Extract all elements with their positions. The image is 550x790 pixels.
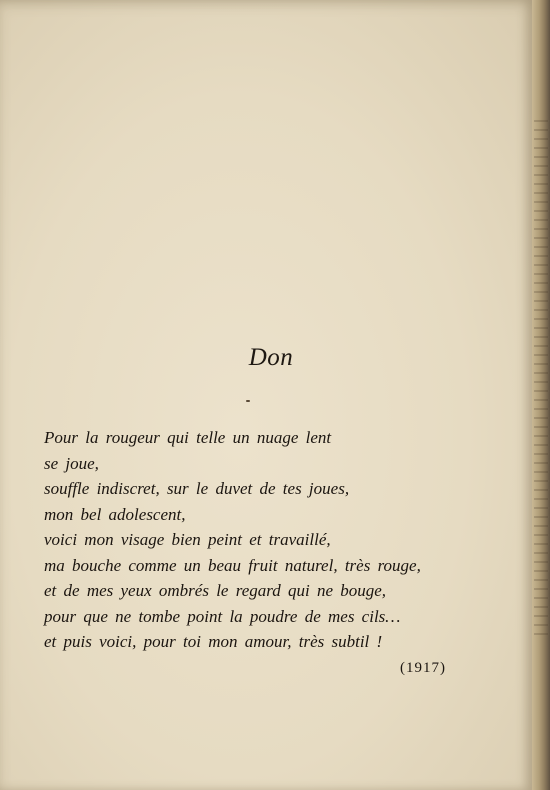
poem-line: souffle indiscret, sur le duvet de tes joues, (44, 479, 350, 498)
poem-line: pour que ne tombe point la poudre de mes cils… (44, 606, 401, 626)
title-ornament (246, 400, 250, 402)
page-stack-edge (532, 0, 550, 790)
poem-line: se joue, (44, 453, 99, 473)
page-stack-lines (534, 120, 548, 640)
poem-line: ma bouche comme un beau fruit naturel, très rouge, (44, 555, 421, 575)
poem-body (44, 425, 484, 655)
poem-line: Pour la rougeur qui telle un nuage lent (44, 428, 332, 447)
poem-line: mon bel adolescent, (44, 504, 186, 524)
poem-line: et de mes yeux ombrés le regard qui ne bouge, (44, 581, 387, 600)
poem-date: (1917) (400, 660, 446, 676)
poem-line: et puis voici, pour toi mon amour, très subtil ! (44, 632, 383, 651)
poem-line: voici mon visage bien peint et travaillé, (44, 530, 331, 549)
poem-title: Don (248, 344, 294, 371)
